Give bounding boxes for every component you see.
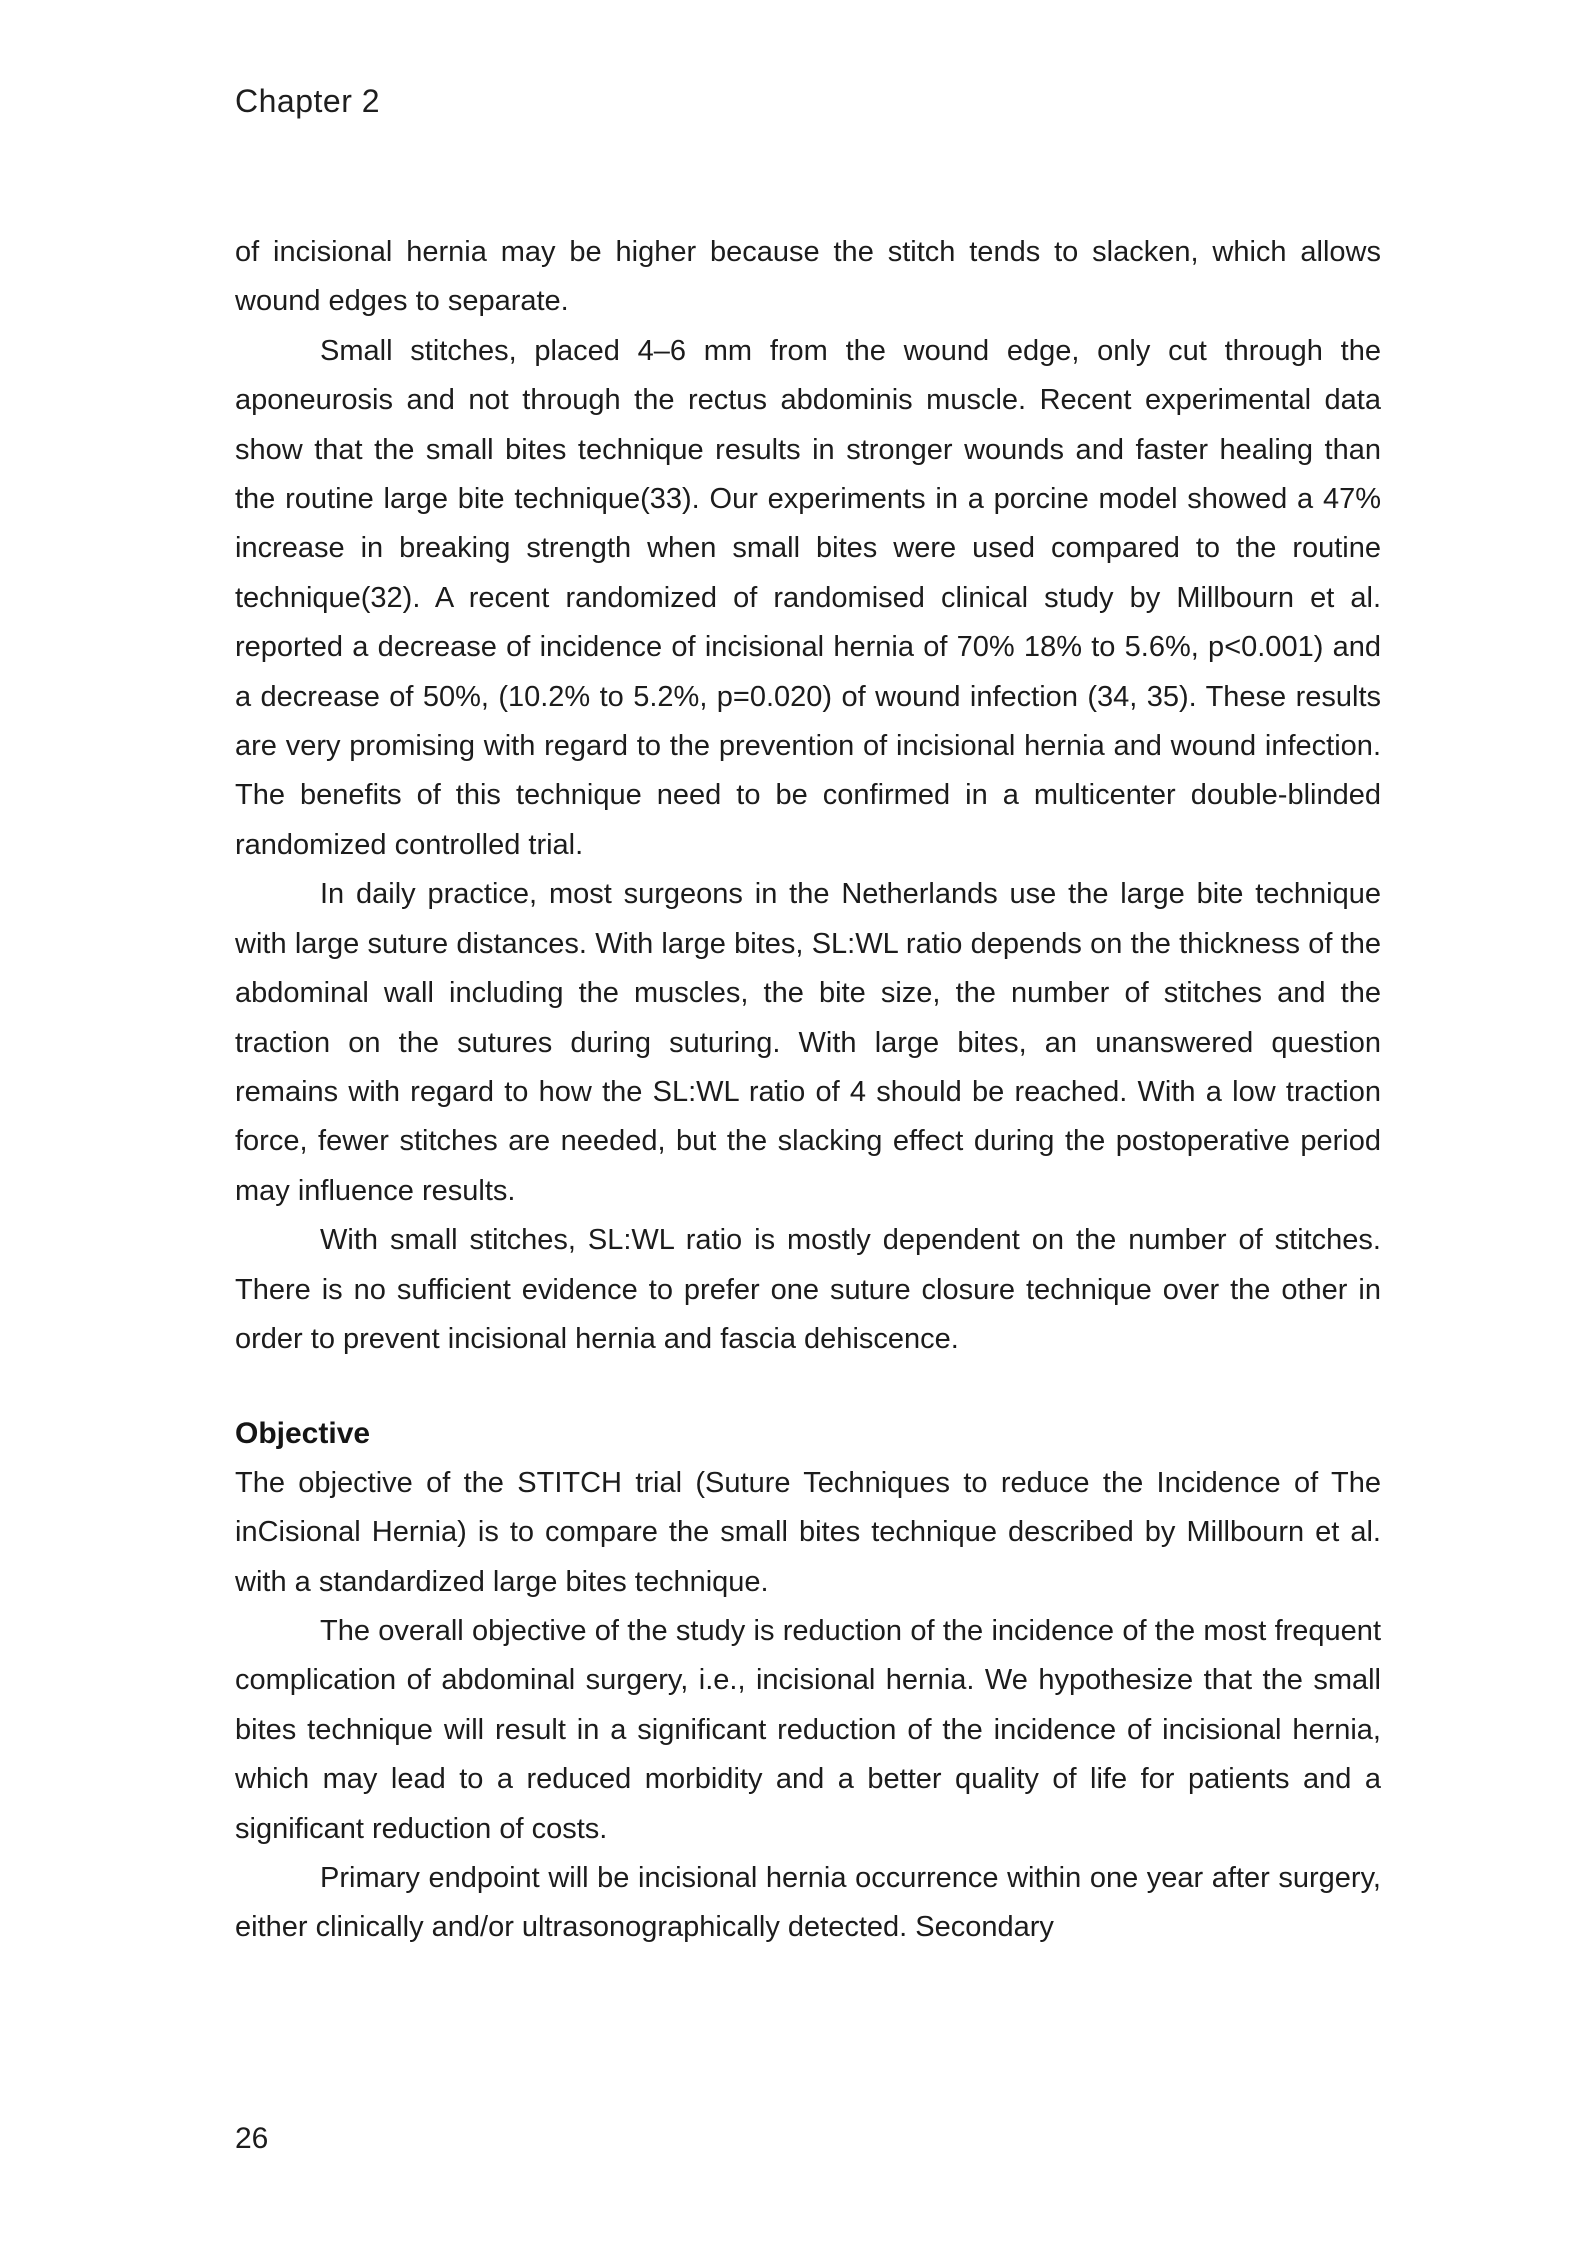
paragraph-primary-endpoint: Primary endpoint will be incisional hernia occurrence within one year after surgery, either clinically and/or ultrasonographically detected. Secondary <box>235 1862 1381 1944</box>
paragraph-small-stitches-ratio: With small stitches, SL:WL ratio is mostly dependent on the number of stitches. There is no sufficient evidence to prefer one suture closure technique over the other in order to prevent incisional hernia and fascia dehiscence. <box>235 1224 1381 1355</box>
chapter-header: Chapter 2 <box>235 83 381 119</box>
paragraph-small-stitches: Small stitches, placed 4–6 mm from the wound edge, only cut through the aponeurosis and not through the rectus abdominis muscle. Recent experimental data show that the small bites technique results in stronger wounds and faster healing than the routine large bite technique(33). Our experiments in a porcine model showed a 47% increase in breaking strength when small bites were used compared to the routine technique(32). A recent randomized of randomised clinical study by Millbourn et al. reported a decrease of incidence of incisional hernia of 70% 18% to 5.6%, p<0.001) and a decrease of 50%, (10.2% to 5.2%, p=0.020) of wound infection (34, 35). These results are very promising with regard to the prevention of incisional hernia and wound infection. The benefits of this technique need to be confirmed in a multicenter double-blinded randomized controlled trial. <box>235 334 1381 861</box>
paragraph-objective-intro: The objective of the STITCH trial (Suture Techniques to reduce the Incidence of The inCisional Hernia) is to compare the small bites technique described by Millbourn et al. with a standardized large bites technique. <box>235 1466 1381 1598</box>
page-number: 26 <box>235 2122 269 2155</box>
paragraph-continuation: of incisional hernia may be higher because the stitch tends to slacken, which allows wound edges to separate. <box>235 236 1381 318</box>
body-text-block <box>235 228 1381 1953</box>
paragraph-daily-practice: In daily practice, most surgeons in the Netherlands use the large bite technique with large suture distances. With large bites, SL:WL ratio depends on the thickness of the abdominal wall including the muscles, the bite size, the number of stitches and the traction on the sutures during suturing. With large bites, an unanswered question remains with regard to how the SL:WL ratio of 4 should be reached. With a low traction force, fewer stitches are needed, but the slacking effect during the postoperative period may influence results. <box>235 878 1381 1207</box>
paragraph-overall-objective: The overall objective of the study is reduction of the incidence of the most frequent complication of abdominal surgery, i.e., incisional hernia. We hypothesize that the small bites technique will result in a significant reduction of the incidence of incisional hernia, which may lead to a reduced morbidity and a better quality of life for patients and a significant reduction of costs. <box>235 1614 1381 1845</box>
section-heading-objective: Objective <box>235 1417 371 1451</box>
